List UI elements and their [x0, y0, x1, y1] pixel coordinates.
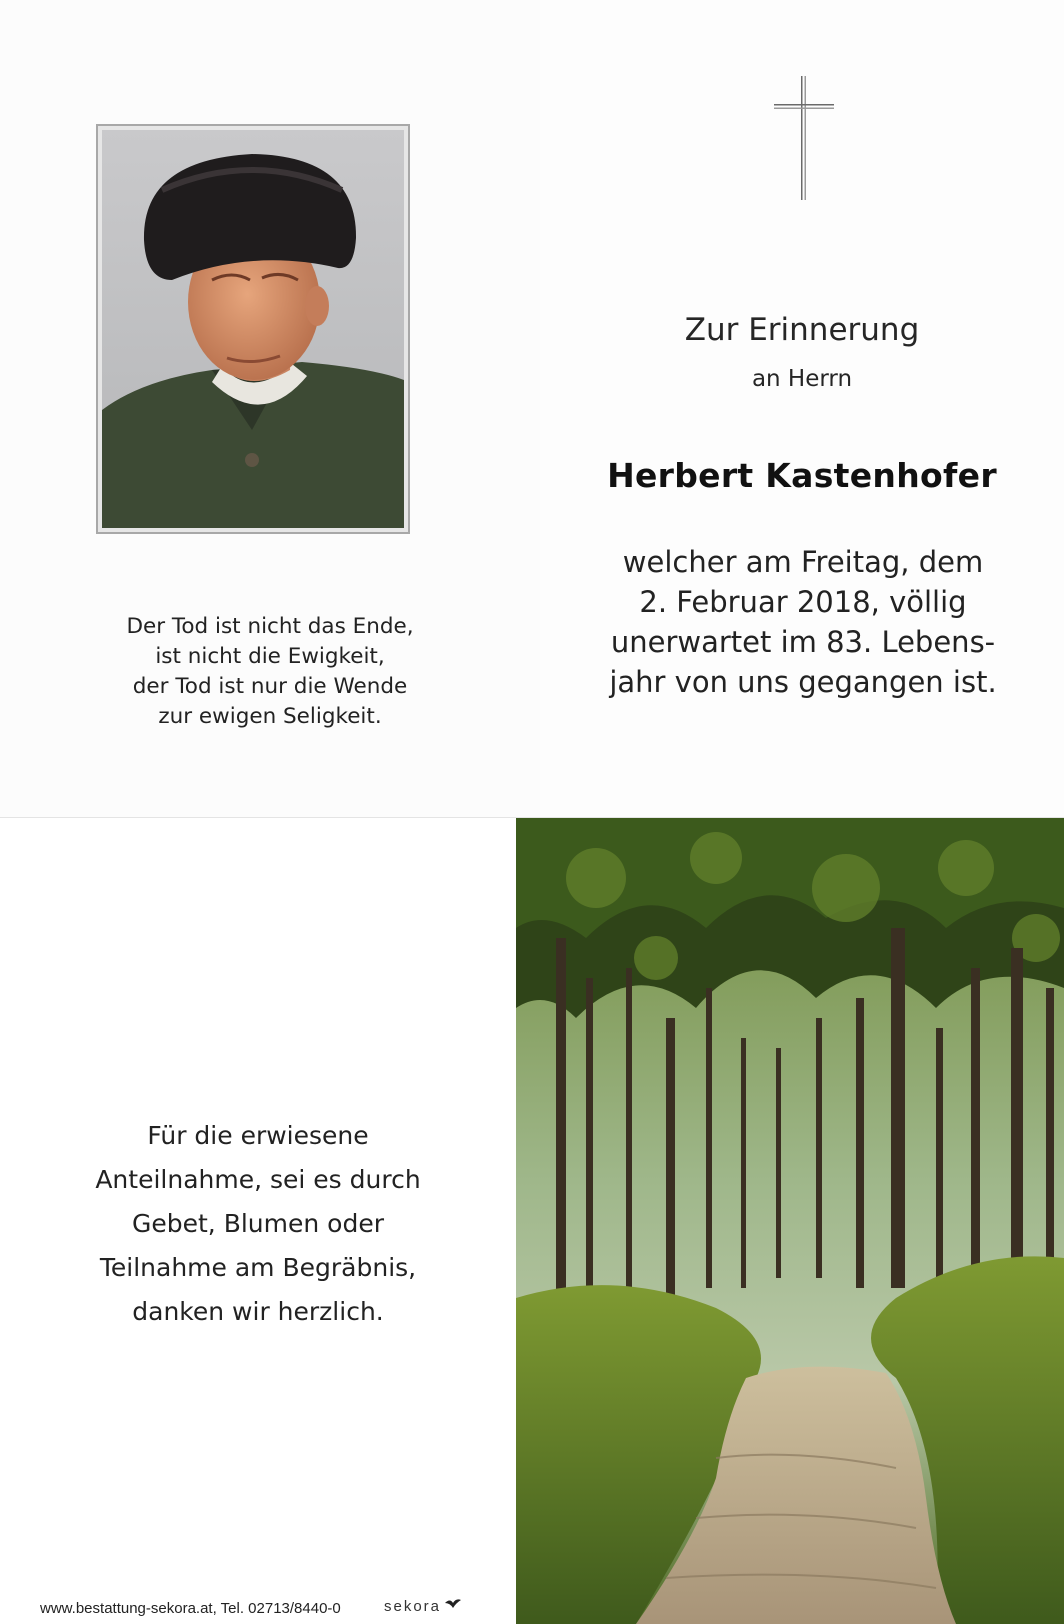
poem-line: zur ewigen Seligkeit.: [158, 704, 382, 729]
deceased-name: Herbert Kastenhofer: [607, 456, 997, 495]
obituary-line: jahr von uns gegangen ist.: [609, 665, 997, 699]
thanks-text: [30, 1114, 486, 1334]
poem-line: der Tod ist nur die Wende: [132, 674, 408, 699]
obituary-line: unerwartet im 83. Lebens-: [610, 625, 996, 659]
bird-icon: [444, 1594, 462, 1613]
memory-title: Zur Erinnerung: [684, 312, 920, 348]
poem-line: Der Tod ist nicht das Ende,: [126, 614, 414, 639]
obituary-text: [560, 542, 1046, 702]
thanks-line: Gebet, Blumen oder: [132, 1209, 384, 1238]
portrait-image: [102, 130, 404, 528]
thanks-line: Anteilnahme, sei es durch: [95, 1165, 421, 1194]
footer-contact: www.bestattung-sekora.at, Tel. 02713/8440-0: [40, 1600, 341, 1617]
thanks-line: Für die erwiesene: [147, 1121, 369, 1150]
forest-path-image: [516, 818, 1064, 1624]
thanks-line: danken wir herzlich.: [132, 1297, 384, 1326]
obituary-line: welcher am Freitag, dem: [622, 545, 984, 579]
forest-illustration: [516, 818, 1064, 1624]
portrait-photo: [96, 124, 410, 534]
thanks-line: Teilnahme am Begräbnis,: [99, 1253, 417, 1282]
footer-brand: sekora: [384, 1598, 442, 1615]
memory-subtitle: an Herrn: [751, 366, 853, 392]
front-left-panel: [0, 0, 540, 818]
poem-line: ist nicht die Ewigkeit,: [155, 644, 385, 669]
cross-icon: [772, 74, 836, 208]
obituary-line: 2. Februar 2018, völlig: [639, 585, 967, 619]
poem: [40, 612, 500, 732]
